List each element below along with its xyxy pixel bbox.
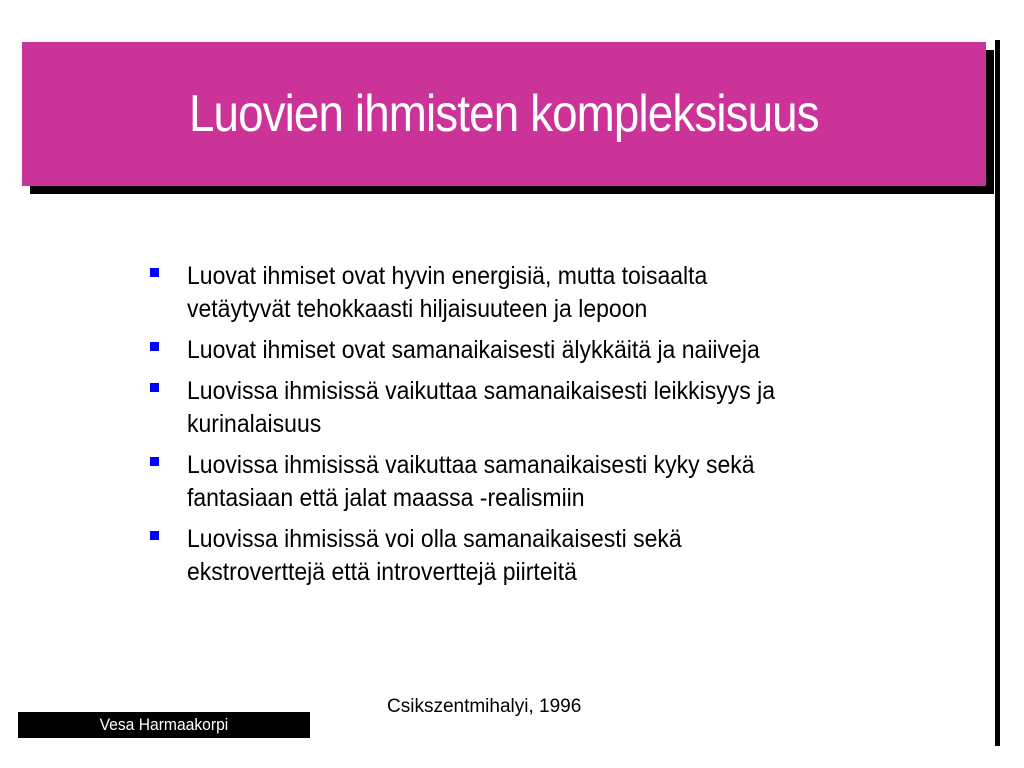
list-item <box>150 334 930 367</box>
list-item <box>150 523 930 589</box>
list-item <box>150 375 930 441</box>
square-bullet-icon <box>150 268 159 277</box>
title-banner <box>22 42 986 186</box>
list-item <box>150 449 930 515</box>
bullet-line: vetäytyvät tehokkaasti hiljaisuuteen ja lepoon <box>187 295 648 323</box>
bullet-line: Luovat ihmiset ovat samanaikaisesti älykkäitä ja naiiveja <box>187 336 760 364</box>
slide-right-border <box>995 40 1000 746</box>
bullet-line: fantasiaan että jalat maassa -realismiin <box>187 484 585 512</box>
bullet-line: ekstroverttejä että introverttejä piirteitä <box>187 558 577 586</box>
bullet-line: Luovat ihmiset ovat hyvin energisiä, mutta toisaalta <box>187 262 708 290</box>
slide-title: Luovien ihmisten kompleksisuus <box>189 85 819 143</box>
square-bullet-icon <box>150 383 159 392</box>
author-footer <box>18 712 310 738</box>
bullet-line: Luovissa ihmisissä vaikuttaa samanaikaisesti leikkisyys ja <box>187 377 776 405</box>
square-bullet-icon <box>150 457 159 466</box>
author-name: Vesa Harmaakorpi <box>99 715 229 734</box>
bullet-line: Luovissa ihmisissä vaikuttaa samanaikaisesti kyky sekä <box>187 451 755 479</box>
bullet-list <box>150 260 930 597</box>
bullet-line: Luovissa ihmisissä voi olla samanaikaisesti sekä <box>187 525 682 553</box>
square-bullet-icon <box>150 531 159 540</box>
square-bullet-icon <box>150 342 159 351</box>
citation: Csikszentmihalyi, 1996 <box>387 696 582 717</box>
list-item <box>150 260 930 326</box>
bullet-line: kurinalaisuus <box>187 410 322 438</box>
